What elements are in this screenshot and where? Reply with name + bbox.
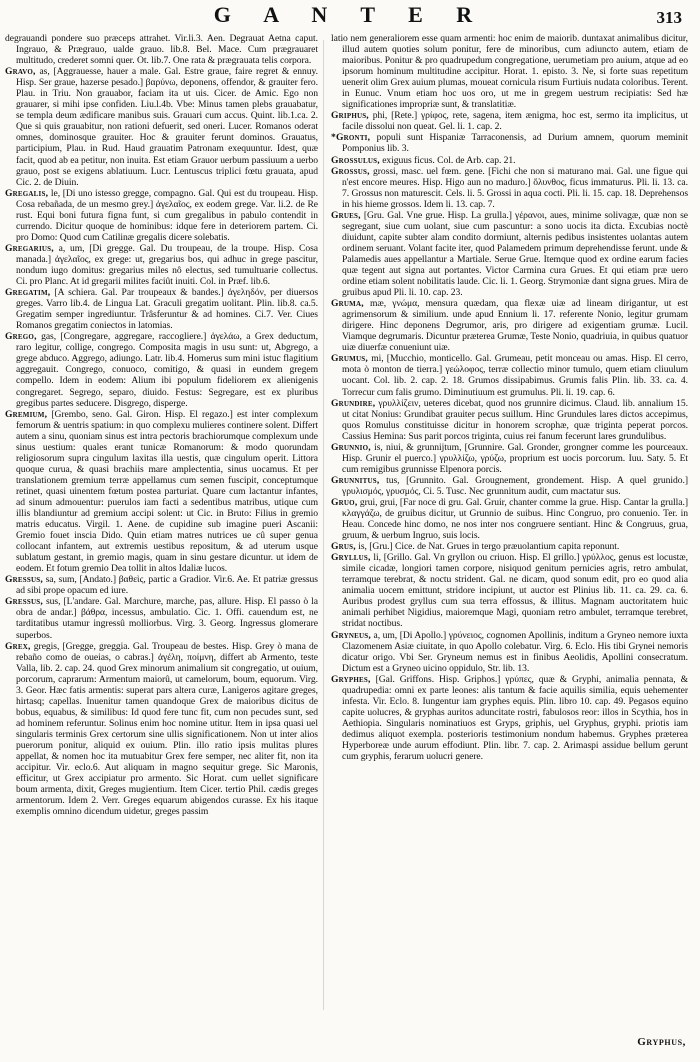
entry-text: degrauandi pondere suo præceps attrahet. Vir.li.3. Aen. Degrauat Aetna caput. Ingrauo, & Prægrauo, ualde grauo. lib.8. Bel. Mace. Cum prægrauaret multitudo, crederet somni quer. Ot. lib.7. One rata & prægrauata telis corpora.: [5, 33, 318, 67]
page-number: 313: [656, 8, 682, 27]
entry-headword: *Gronti,: [331, 132, 371, 144]
entry-headword: Grunnitus,: [331, 474, 380, 486]
dictionary-entry: [5, 33, 318, 66]
dictionary-entry: [331, 33, 688, 110]
entry-headword: Gravo,: [5, 66, 36, 78]
entry-headword: Griphus,: [331, 110, 369, 122]
column-gutter: [323, 40, 324, 1010]
entry-text: sa, sum, [Andato.] βαθεὶς, partic a Gradior. Vir.6. Ae. Et patriæ gressus ad sibi prope opacum ed iure.: [16, 574, 318, 597]
dictionary-entry: [331, 353, 688, 397]
entry-text: [A schiera. Gal. Par troupeaux & bandes.] ἀγεληδόν, per diuersos greges. Varro lib.4. de Lingua Lat. Graculi gregatim uolitant. Plin. lib.8. ca.5. Gregatim semper ingrediuntur. Trâsferuntur & ad homines. Ci.7. Ver. Ciues Romanos gregatim coniectos in latomias.: [16, 287, 318, 332]
entry-text: li, [Grillo. Gal. Vn gryllon ou criuon. Hisp. El grillo.] γρύλλος, genus est locustæ, simile cicadæ, longiori tamen corpore, nisiquod genitum pernicies agris, retro ambulat, terramque terebrat, & noctu strident. Gal. ne dicam, quod sonum edit, pro eo quod alia animalia uocem emittunt, stridore incipiunt, ut auctor est Plinius lib. 11. ca. 29. ca. 6. Auribus prodest gryllus cum sua terra effossus, & illitus. Magnam auctoritatem huic animali perhibet Nigidius, maioremque Magi, quoniam retro ambulet, terramque terebret, stridat noctibus.: [342, 552, 688, 630]
dictionary-entry: [5, 188, 318, 243]
page-header: [0, 0, 700, 32]
entry-headword: Grumus,: [331, 353, 368, 365]
entry-text: mæ, γνώμα, mensura quædam, qua flexæ uiæ ad lineam dirigantur, ut est agrimensorum & similium. unde apud Ennium li. 17. referente Nonio, legitur grumam dirigere. Hinc deponens Degrumor, aris, pro dirigere ad exigentiam grumæ. Lucil. Viamque degrumaris. Dicuntur præterea Grumæ, Teste Nonio, quadriuia, in quibus quatuor uiæ diuerfæ conueniunt uiæ.: [342, 298, 688, 354]
entry-headword: Grossulus,: [331, 154, 380, 166]
entry-text: sus, [L'andare. Gal. Marchure, marche, pas, allure. Hisp. El passo ò la obra de andar.] βάθρα, incessus, ambulatio. Cic. 1. Offi. cauendum est, ne tarditatibus utamur ingressû molliorbus. Virg. 3. Georg. Ingressus glomerare superbos.: [16, 596, 318, 641]
dictionary-entry: [5, 409, 318, 575]
dictionary-entry: [331, 166, 688, 210]
entry-text: [Gru. Gal. Vne grue. Hisp. La grulla.] γέρανοι, aues, minime solivagæ, quæ non se segregant, siue cum uolant, siue cum pascuntur: a sono uocis ita dicta. Excubias noctè diuidunt, capite subter alam condito dormiunt, alternis pedibus insistentes uolantas autem ordinem seruant. Volant facite iter, quod Palamedem primum deprehendisse ferunt. unde & Palamedis aues appellantur a Martiale. Serue Grue. Itemque quod ex ordine earum facies quæ tegent aut signa aut portantes. Victor Carmina cura Grues. Et qui etiam præ uero ordine etiam solent nobilitatis laude. Cic. li. 1. Georg. Strymoniæ dant signa grues. Mira de gruibus apud Pli. li. 10. cap. 23.: [342, 209, 688, 299]
entry-text: grui, grui, [Far noce di gru. Gal. Gruir, chanter comme la grue. Hisp. Cantar la grulla.] κλαγγάζω, de gruibus dicitur, ut Grunnio de suibus. Hinc Congruo, pro conuenio. Ter. in Heau. Concede hinc domo, ne nos inter nos congruere sentiant. Hinc & Congruus, grua, gruum, & uerbum Ingruo, suis locis.: [342, 496, 688, 542]
dictionary-entry: [5, 287, 318, 331]
entry-text: is, niui, & grunnijtum, [Grunnire. Gal. Gronder, grongner comme les pourceaux. Hisp. Grunir el puerco.] γρυλλίζω, γρύζω, proprium est uocis porcorum. Iuu. Saty. 5. Et cum remigibus grunnisse Elpenora porcis.: [342, 441, 688, 475]
dictionary-entry: [331, 210, 688, 298]
entry-headword: Gryllus,: [331, 552, 371, 564]
dictionary-entry: [331, 110, 688, 132]
entry-headword: Gryphes,: [331, 673, 371, 685]
entry-text: grossi, masc. uel fœm. gene. [Fichi che non si maturano mai. Gal. une figue qui n'est encore meures. Hisp. Higo aun no maduro.] ὄλυνθος, ficus immaturus. Pli. li. 13. ca. 7. Grossus non maturescit. Cels. li. 5. Grossi in aqua cocti. Pli. li. 15. cap. 18. Deprehensos in his hieme grossos. Idem li. 13. cap. 7.: [342, 165, 688, 210]
entry-text: as, [Aggrauesse, hauer a male. Gal. Estre graue, faire regret & ennuy. Hisp. Ser graue, hazerse pesado.] βαρύνω, deponens, offendor, & grauiter fero. Plau. in Triu. Non grauabor, faciam ita ut uis. Cicer. de Amic. Ego non grauarer, si mihi ipse confiden. Liu.l.4b. Vbe: Minus tamen plebs grauabatur, se templa deum ædificare manibus suis. Grauari cum accus. Quint. lib.1.ca. 2. Que si quis grauabitur, non rationi defuerit, sed oneri. Lucer. Romanos oderat omnes, dominosque grauiter. Hoc & grauiter ferunt dominos. Grauatus, participium, Plau. in Rud. Haud grauatim Patronam exequuntur. Idest, quæ facit, quod ab ea petitur, non inuita. Est etiam Grauor uerbum passiuum a uerbo grauo, post se exigens ablatiuum. Lucr. Lentuscus triplici fœtu grauata, apud Cic. 2. de Diuin.: [16, 66, 318, 188]
entry-headword: Gressus,: [5, 596, 43, 608]
dictionary-entry: [5, 641, 318, 818]
entry-headword: Grego,: [5, 331, 37, 343]
entry-headword: Gryneus,: [331, 629, 371, 641]
entry-text: tus, [Grunnito. Gal. Grougnement, grondement. Hisp. A quel grunido.] γρυλισμός, γρυσμός, Ci. 5. Tusc. Nec grunnitum audit, cum mactatur sus.: [342, 474, 688, 497]
dictionary-entry: [5, 574, 318, 596]
entry-text: latio nem generaliorem esse quam armenti: hoc enim de maiorib. duntaxat animalibus dicitur, illud autem quoties solum ponitur, fere de minoribus, cum adiuncto autem, etiam de maioribus. Ponitur & pro quadrupedum congregatione, uerumetiam pro auium, atque ad eo ipsorum hominum multitudine accipitur. Horat. 1. episto. 3. Ne, si forte suas repetitum uenerit olim Grex auium plumas, moueat cornicula risum Furtiuis nudata coloribus. Terent. in Eunuc. Vnum etiam hoc uos oro, ut me in gregem uestrum recipiatis: Sed hæ significationes impropriæ sunt, & translatitiæ.: [331, 33, 688, 111]
entry-headword: Gregarius,: [5, 242, 54, 254]
dictionary-entry: [331, 541, 688, 552]
entry-text: populi sunt Hispaniæ Tarraconensis, ad Durium amnem, quorum meminit Pomponius lib. 3.: [342, 132, 688, 155]
entry-headword: Grundire,: [331, 397, 376, 409]
entry-text: a, um, [Di Apollo.] γρύνειος, cognomen Apollinis, inditum a Gryneo nemore iuxta Clazomenem Asiæ ciuitate, in quo Apollo colebatur. Virg. 6. Eclo. His tibi Grynei nemoris dicatur origo. Vbi Ser. Gryneum nemus est in finibus Aeolidis, Apollini consecratum. Dictum est a Gryneo uicino oppidulo, Str. lib. 13.: [342, 629, 688, 674]
dictionary-entry: [331, 497, 688, 541]
entry-text: [Gal. Griffons. Hisp. Griphos.] γρύπες, quæ & Gryphi, animalia pennata, & quadrupedia: omni ex parte leones: alis tantum & facie aquilis similia, equis uehementer infesta. Vir. Eclo. 8. Iungentur iam gryphes equis. Plin. libro 10. cap. 49. Pegasos equino capite uolucres, & gryphas auritos aduncitate rostri, fabulosos reor: illos in Scythia, hos in Aethiopia. Singularis nominatiuos est Gryps, griphis, uel Gryphus, gryphi. priotis iam dedimus aliquot exempla. posterioris testimonium nondum habemus. Gryphes præterea Hyperboreæ unde aurum effodiunt. Plin. libr. 7. cap. 2. Arimaspi assidue bellum gerunt cum gryphis, ferarum uolucri genere.: [342, 673, 688, 763]
entry-headword: Gremium,: [5, 408, 48, 420]
dictionary-entry: [5, 243, 318, 287]
entry-text: [Grembo, seno. Gal. Giron. Hisp. El regazo.] est inter complexum femorum & uentris spatium: in quo complexu mulieres continere solent. Differt autem a sinu, quoniam sinus est intra pectoris brachiorumque complexum unde sinus uestium: quales erant tunicæ Romanorum: & modo quorundam religiosorum supra cingulum laxitas illa uestis, quæ cingulum operit. Littora quoque curua, & quasi brachiis mare amplectentia, sinus uocamus. Et per translationem gremium terræ appellamus cum semen fuscipit, conceptumque retinet, quasi uinentem fœtum postea parturiat. Quare cum lactantur infantes, ad sinum admouentur: puerulos iam facti a sedentibus matribus, utique cum illis blandiuntur ad gremium accipi solent: ut Cic. in Bruto: Filius in gremio matris educatus. Virgil. 1. Aene. de cupidine sub imagine pueri Ascanii: Gremio fouet inscia Dido. Quin etiam matres nutrices ue cû super genua collocant infantem, aut extremis uestibus repositum, & ad uterum usque sublatum gestant, in gremio magis, quam in sinu gestare dicuntur. ut idem de eodem. Et fotum gremio Dea tollit in altos Idaliæ lucos.: [16, 408, 318, 575]
left-column: [5, 33, 318, 1018]
entry-headword: Grues,: [331, 209, 361, 221]
entry-text: is, [Gru.] Cice. de Nat. Grues in tergo præuolantium capita reponunt.: [358, 541, 620, 553]
dictionary-entry: [331, 398, 688, 442]
dictionary-entry: [331, 298, 688, 353]
entry-text: gregis, [Gregge, greggia. Gal. Troupeau de bestes. Hisp. Grey ò mana de rebaño como de oueias, o cabras.] ἀγέλη, ποίμνη, differt ab Armento, teste Valla, lib. 2. cap. 24. quod Grex minorum animalium sit congregatio, ut ouium, porcorum, caprarum: Armentum maiorû, ut camelorum, boum, equorum. Virg. 3. Geor. Hæc fatis armentis: superat pars altera curæ, Lanigeros agitare greges, hirtasq; capellas. Inuenitur tamen quandoque Grex de maioribus dicitus de bobus, equabus, & similibus: Id quod fere tunc fit, cum non pecudes sunt, sed ad hominem referuntur. Solinus enim hoc nomine utitur. Item in ipsa quasi uel singularis terminis Grex certorum sine ullis significationem. Non ut inter alios puerorum ponitur, aliquid ex ouium. Plin. illo ratio ipsis mulitas plures appellat, & nomen hoc ita mutuabitur Grex fere semper, nec aliter fit, non ita accipitur. Vir. eclo.6. Aut aliquam in magno sequitur grege. Sic Maronis, efficitur, ut Grex accipiatur pro armento. Sic Horat. cum uellet significare boum armenta, dixit, Greges mugientium. Item Cicer. tertio Phil. cædis greges armentorum. Idem 2. Verr. Greges equarum abigendos curasse. Ex his itaque exemplis omnino dicendum uidetur, greges passim: [16, 640, 318, 818]
entry-text: mi, [Mucchio, monticello. Gal. Grumeau, petit monceau ou amas. Hisp. El cerro, mota ò monton de tierra.] γεώλοφος, terræ collectio minor tumulo, quem etiam cliuulum uocant. Col. lib. 2. cap. 2. 18. Grumos dissipabimus. Grumis falis Plin. lib. 33. ca. 4. Torrecur cum falis grumo. Diminutiuum est grumulus. Pli. li. 19. cap. 6.: [342, 353, 688, 398]
entry-headword: Grossus,: [331, 165, 370, 177]
entry-headword: Grex,: [5, 640, 31, 652]
dictionary-entry: [331, 155, 688, 166]
running-head: G A N T E R: [213, 2, 487, 27]
entry-headword: Gressus,: [5, 574, 43, 586]
entry-headword: Grunnio,: [331, 441, 371, 453]
entry-headword: Gruo,: [331, 496, 358, 508]
entry-headword: Grus,: [331, 541, 356, 553]
dictionary-entry: [331, 475, 688, 497]
entry-headword: Gruma,: [331, 298, 364, 310]
right-column: [331, 33, 688, 1018]
catchword: Gryphus,: [637, 1036, 686, 1048]
entry-text: exiguus ficus. Col. de Arb. cap. 21.: [382, 154, 516, 166]
dictionary-entry: [5, 596, 318, 640]
entry-text: γρυλλίζειν, ueteres dicebat, quod nos grunnire dicimus. Claud. lib. annalium 15. ut citat Nonius: Grundibat grauiter pecus suillum. Hinc Grundules lares dictos accepimus, quos Romulus constituisse dicitur in honorem scrophæ, quæ triginta peperat porcos. Cassius Hemina: Sus parit porcos triginta, cuius rei fanum fecerunt lares grundulibus.: [342, 397, 688, 442]
dictionary-entry: [331, 674, 688, 762]
entry-text: a, um, [Di gregge. Gal. Du troupeau, de la troupe. Hisp. Cosa manada.] ἀγελαῖος, ex grege: ut, gregarius bos, qui adhuc in grege pascitur, nondum iugo domitus: gregarius miles nô electus, sed tumultuarie collectus. Ci. pro Planc. At id gregarii milites faciût inuiti. Col. in Præf. lib.6.: [16, 242, 318, 288]
dictionary-entry: [5, 66, 318, 188]
entry-headword: Gregatim,: [5, 287, 51, 299]
dictionary-entry: [331, 630, 688, 674]
entry-text: le, [Di uno istesso gregge, compagno. Gal. Qui est du troupeau. Hisp. Cosa rebañada, de un mesmo grey.] ἀγελαῖος, ex eodem grege. Var. li.2. de Re rust. Equi boni futura figna funt, si cum gregalibus in pabulo contendit in currendo. Dicitur quoque de hominibus: idque fere in deteriorem partem. Ci. pro Domo: Quod cum Catilinæ gregalis dicere solebatis.: [16, 187, 318, 243]
dictionary-entry: [331, 132, 688, 154]
entry-text: gas, [Congregare, aggregare, raccogliere.] ἀγελάω, a Grex deductum, raro legitur, collige, congrego. Composita magis in usu sunt: ut, Abgrego, a grege abduco. Aggrego, adiungo. Latr. lib.4. Homerus sum mini istuc flagitium aggregauit. Congrego, conuoco, comitigo, & quasi in eundem gregem compello. Idem in eodem: Alium ibi populum fideliorem ex alienigenis congregaret. Segrego, separo, diuido. Festus: Segregare, est ex pluribus gregibus partes seducere. Disgrego, disperge.: [16, 331, 318, 409]
entry-headword: Gregalis,: [5, 187, 49, 199]
dictionary-entry: [5, 331, 318, 408]
dictionary-entry: [331, 552, 688, 629]
dictionary-entry: [331, 442, 688, 475]
entry-text: phi, [Rete.] γρίφος, rete, sagena, item ænigma, hoc est, sermo ita implicitus, ut facile dissolui non queat. Gel. li. 1. cap. 2.: [342, 110, 688, 133]
